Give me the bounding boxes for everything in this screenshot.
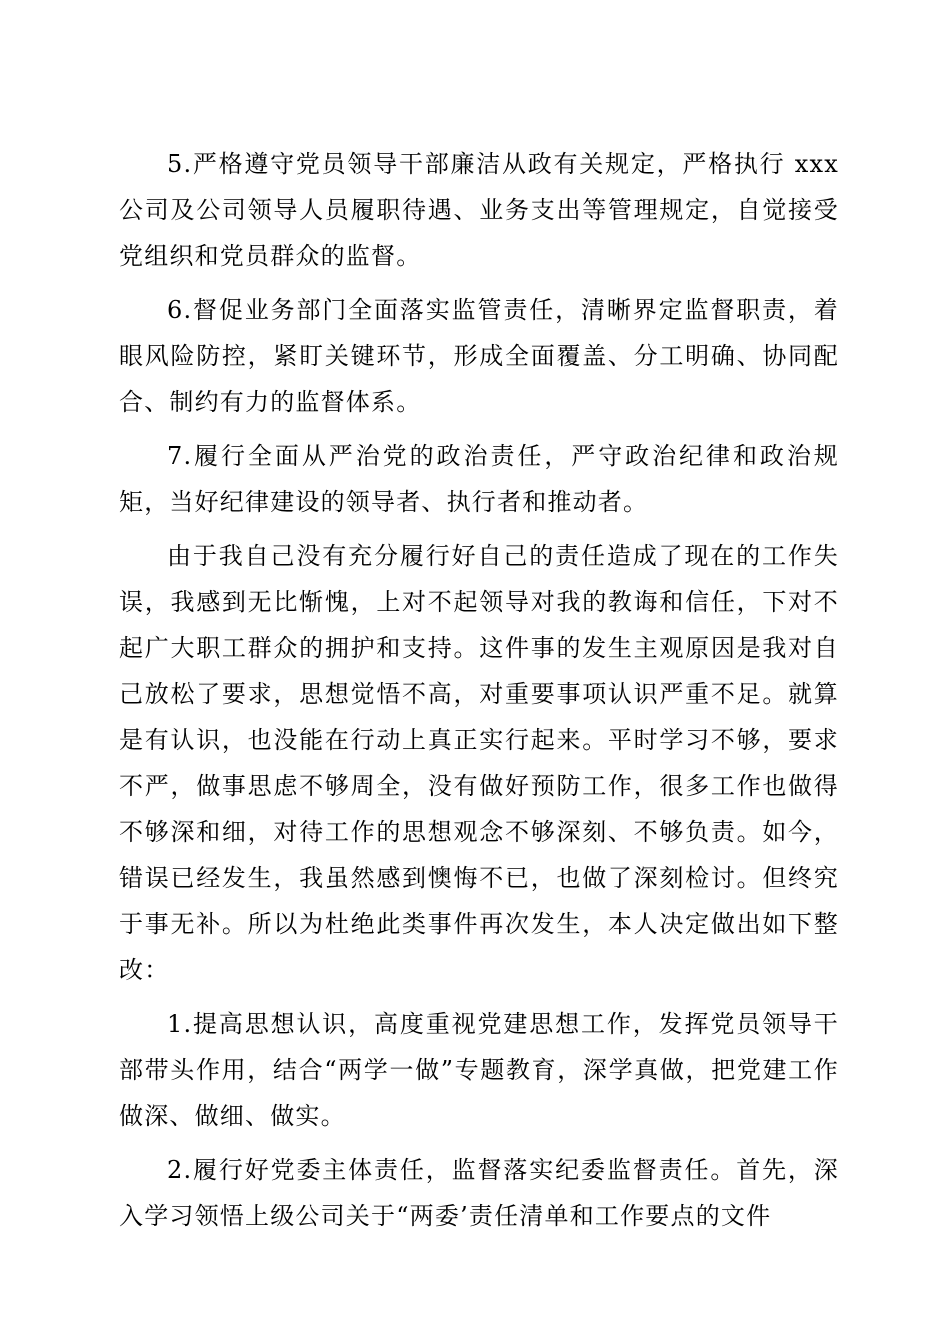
paragraph-rectification-1: 1.提高思想认识，高度重视党建思想工作，发挥党员领导干部带头作用，结合“两学一做”专题教育，深学真做，把党建工作做深、做细、做实。	[119, 1010, 839, 1130]
paragraph-item-5: 5.严格遵守党员领导干部廉洁从政有关规定，严格执行 xxx 公司及公司领导人员履职待遇、业务支出等管理规定，自觉接受党组织和党员群众的监督。	[119, 150, 839, 270]
document-body	[119, 141, 839, 1247]
paragraph-rectification-2: 2.履行好党委主体责任，监督落实纪委监督责任。首先，深入学习领悟上级公司关于“两委’责任清单和工作要点的文件	[119, 1156, 839, 1230]
paragraph-item-7: 7.履行全面从严治党的政治责任，严守政治纪律和政治规矩，当好纪律建设的领导者、执行者和推动者。	[119, 442, 839, 516]
paragraph-item-6: 6.督促业务部门全面落实监管责任，清晰界定监督职责，着眼风险防控，紧盯关键环节，形成全面覆盖、分工明确、协同配合、制约有力的监督体系。	[119, 296, 839, 416]
paragraph-reflection: 由于我自己没有充分履行好自己的责任造成了现在的工作失误，我感到无比惭愧，上对不起领导对我的教诲和信任，下对不起广大职工群众的拥护和支持。这件事的发生主观原因是我对自己放松了要求，思想觉悟不高，对重要事项认识严重不足。就算是有认识，也没能在行动上真正实行起来。平时学习不够，要求不严，做事思虑不够周全，没有做好预防工作，很多工作也做得不够深和细，对待工作的思想观念不够深刻、不够负责。如今，错误已经发生，我虽然感到懊悔不已，也做了深刻检讨。但终究于事无补。所以为杜绝此类事件再次发生，本人决定做出如下整改：	[119, 542, 839, 984]
